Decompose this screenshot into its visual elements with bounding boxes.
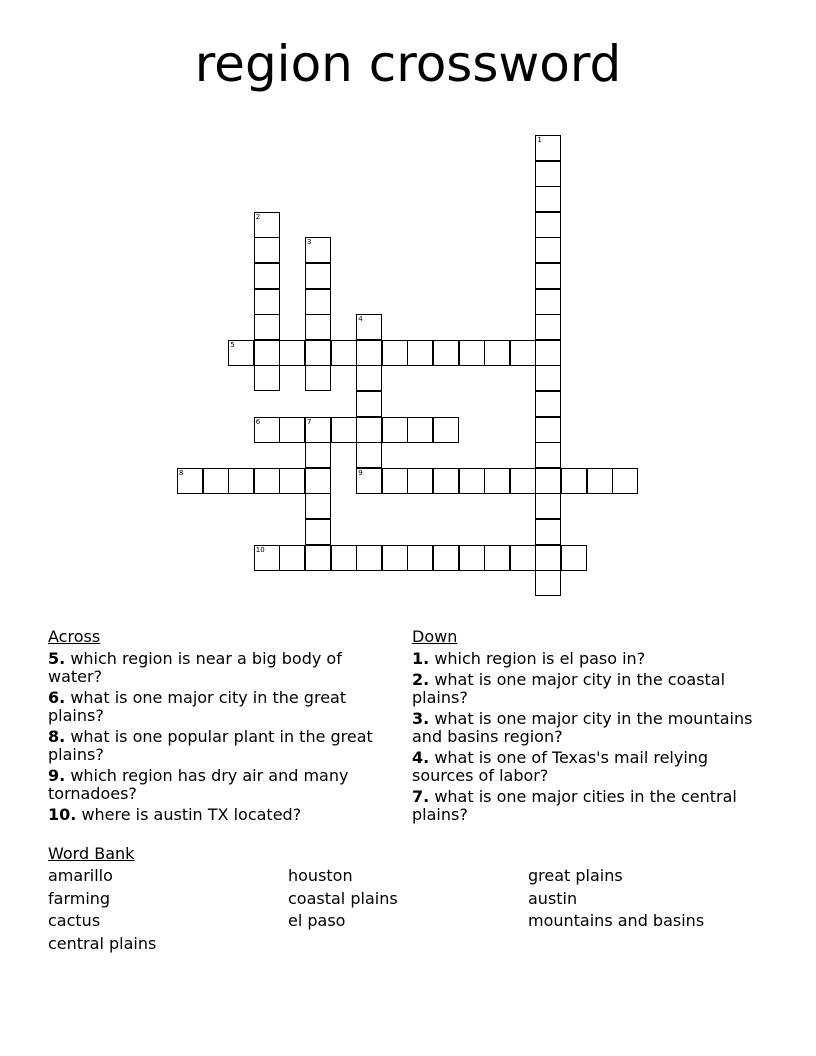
cell-number: 4 [358,315,363,324]
word-bank-item: farming [48,888,111,908]
crossword-cell[interactable] [433,417,459,443]
crossword-cell[interactable] [382,417,408,443]
clue-down-4 [412,749,772,785]
clue-text: which region is el paso in? [434,649,646,668]
crossword-cell[interactable] [382,468,408,494]
crossword-cell[interactable] [535,468,561,494]
clue-across-5 [48,650,398,686]
crossword-cell[interactable] [535,161,561,187]
word-bank-item: el paso [288,911,346,930]
clue-number: 5. [48,649,66,668]
crossword-cell[interactable] [254,289,280,315]
clue-across-10 [48,806,398,824]
clue-text: where is austin TX located? [81,805,302,824]
crossword-cell[interactable] [254,365,280,391]
crossword-cell[interactable] [535,340,561,366]
clue-number: 3. [412,709,430,728]
crossword-cell[interactable] [561,545,587,571]
clue-number: 8. [48,727,66,746]
crossword-cell[interactable] [203,468,229,494]
crossword-cell[interactable] [587,468,613,494]
clue-number: 2. [412,670,430,689]
crossword-cell[interactable] [356,340,382,366]
crossword-cell[interactable] [535,212,561,238]
crossword-cell[interactable] [484,468,510,494]
crossword-cell[interactable] [407,545,433,571]
crossword-cell[interactable] [305,417,331,443]
clue-number: 6. [48,688,66,707]
crossword-cell[interactable] [331,340,357,366]
clue-across-9 [48,767,398,803]
word-bank-item: amarillo [48,866,113,885]
cell-number: 3 [307,238,312,247]
crossword-cell[interactable] [510,468,536,494]
clue-down-7 [412,788,772,824]
crossword-cell[interactable] [356,391,382,417]
crossword-cell[interactable] [535,186,561,212]
crossword-cell[interactable] [279,545,305,571]
crossword-cell[interactable] [535,519,561,545]
crossword-cell[interactable] [535,570,561,596]
crossword-cell[interactable] [459,468,485,494]
word-bank-heading: Word Bank [48,844,135,863]
crossword-cell[interactable] [305,365,331,391]
word-bank-item: houston [288,866,353,885]
clue-number: 1. [412,649,430,668]
crossword-cell[interactable] [433,468,459,494]
clue-number: 4. [412,748,430,767]
across-clues [48,628,398,827]
crossword-cell[interactable] [612,468,638,494]
clue-text: which region is near a big body of water? [48,649,342,686]
crossword-cell[interactable] [305,340,331,366]
crossword-cell[interactable] [305,237,331,263]
crossword-cell[interactable] [407,468,433,494]
crossword-cell[interactable] [535,417,561,443]
crossword-cell[interactable] [305,314,331,340]
crossword-cell[interactable] [382,545,408,571]
word-bank-item: mountains and basins [528,911,705,930]
crossword-cell[interactable] [279,468,305,494]
crossword-cell[interactable] [484,545,510,571]
crossword-cell[interactable] [535,391,561,417]
crossword-cell[interactable] [305,263,331,289]
crossword-cell[interactable] [356,417,382,443]
clue-text: what is one major city in the great plains? [48,688,347,725]
word-bank-item: coastal plains [288,888,398,908]
crossword-cell[interactable] [356,314,382,340]
clue-down-2 [412,671,772,707]
crossword-cell[interactable] [305,545,331,571]
crossword-cell[interactable] [535,365,561,391]
cell-number: 1 [537,136,542,144]
clue-down-3 [412,710,772,746]
crossword-cell[interactable] [305,493,331,519]
crossword-cell[interactable] [356,545,382,571]
crossword-cell[interactable] [510,545,536,571]
cell-number: 2 [255,212,261,221]
crossword-cell[interactable] [407,340,433,366]
crossword-cell[interactable] [484,340,510,366]
crossword-cell[interactable] [535,237,561,263]
crossword-cell[interactable] [254,212,280,238]
crossword-cell[interactable] [535,314,561,340]
across-heading: Across [48,627,101,646]
crossword-cell[interactable] [459,545,485,571]
cell-number: 8 [179,468,184,477]
clue-text: what is one major city in the mountains and basins region? [412,709,753,746]
word-bank-item: central plains [48,933,157,953]
crossword-cell[interactable] [254,237,280,263]
crossword-cell[interactable] [535,263,561,289]
crossword-cell[interactable] [561,468,587,494]
clue-across-6 [48,689,398,725]
clue-text: what is one major city in the coastal plains? [412,670,726,707]
crossword-cell[interactable] [331,417,357,443]
crossword-cell[interactable] [305,289,331,315]
crossword-cell[interactable] [279,340,305,366]
crossword-cell[interactable] [254,545,280,571]
crossword-cell[interactable] [305,442,331,468]
crossword-cell[interactable] [356,442,382,468]
crossword-cell[interactable] [535,289,561,315]
crossword-cell[interactable] [254,468,280,494]
crossword-cell[interactable] [305,519,331,545]
cell-number: 6 [255,417,261,426]
clue-down-1 [412,650,772,668]
word-bank-item: cactus [48,911,101,930]
clue-across-8 [48,728,398,764]
crossword-cell[interactable] [407,417,433,443]
crossword-cell[interactable] [433,340,459,366]
cell-number: 9 [358,468,363,477]
crossword-cell[interactable] [254,263,280,289]
clue-text: what is one major cities in the central plains? [412,787,737,824]
crossword-cell[interactable] [177,468,203,494]
crossword-cell[interactable] [459,340,485,366]
clue-number: 7. [412,787,430,806]
crossword-cell[interactable] [356,365,382,391]
crossword-cell[interactable] [433,545,459,571]
crossword-cell[interactable] [228,468,254,494]
clue-number: 9. [48,766,66,785]
page-title: region crossword [194,35,622,93]
clue-text: what is one of Texas's mail relying sources of labor? [412,748,709,785]
crossword-cell[interactable] [279,417,305,443]
crossword-cell[interactable] [382,340,408,366]
cell-number: 5 [230,340,235,349]
word-bank-item: austin [528,888,578,908]
crossword-cell[interactable] [535,442,561,468]
crossword-cell[interactable] [331,545,357,571]
word-bank-item: great plains [528,866,623,885]
crossword-cell[interactable] [356,468,382,494]
crossword-cell[interactable] [535,493,561,519]
crossword-cell[interactable] [510,340,536,366]
clue-text: which region has dry air and many tornadoes? [48,766,349,803]
crossword-cell[interactable] [254,417,280,443]
crossword-cell[interactable] [228,340,254,366]
crossword-cell[interactable] [254,314,280,340]
clue-number: 10. [48,805,77,824]
down-heading: Down [412,627,458,646]
crossword-cell[interactable] [535,545,561,571]
cell-number: 10 [255,545,265,554]
crossword-cell[interactable] [254,340,280,366]
crossword-cell[interactable] [305,468,331,494]
crossword-cell[interactable] [535,135,561,161]
clue-text: what is one popular plant in the great plains? [48,727,373,764]
down-clues [412,628,772,827]
word-bank [48,845,768,953]
cell-number: 7 [307,417,312,426]
